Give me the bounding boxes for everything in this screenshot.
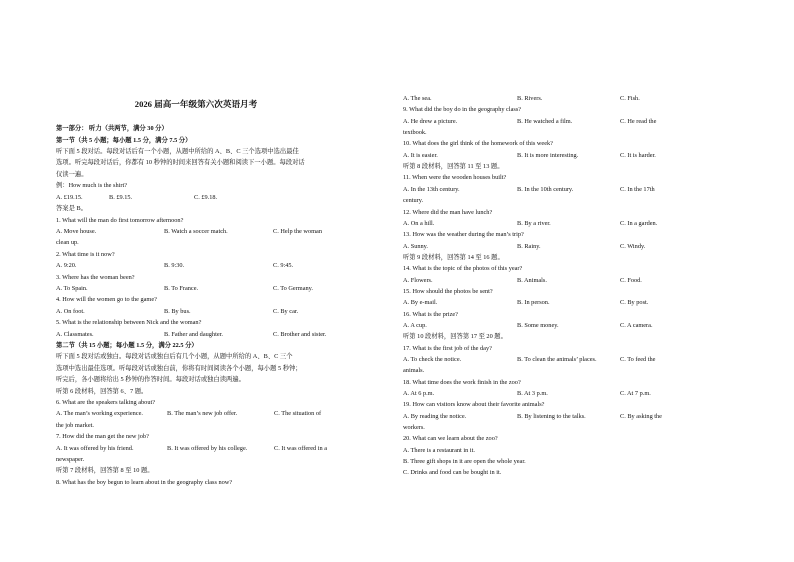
question-17: 17. What is the first job of the day? (403, 345, 492, 352)
option-a: A. £19.15. (56, 194, 83, 201)
option-b: B. Rivers. (517, 95, 543, 102)
question-2: 2. What time is it now? (56, 251, 115, 258)
question-18: 18. What time does the work finish in the zoo? (403, 379, 521, 386)
option-c: C. He read the (620, 118, 657, 125)
option-b: B. By bus. (164, 308, 191, 315)
option-b: B. £9.15. (109, 194, 133, 201)
option-c: C. Food. (620, 277, 642, 284)
option-a: A. To check the notice. (403, 356, 462, 363)
option-a: A. At 6 p.m. (403, 390, 435, 397)
option-b: B. Father and daughter. (164, 331, 223, 338)
option-b: B. In the 10th century. (517, 186, 574, 193)
material-7-heading: 听第 7 段材料，回答第 8 至 10 题。 (56, 467, 154, 474)
option-a: A. By reading the notice. (403, 413, 467, 420)
option-a: A. It was offered by his friend. (56, 445, 134, 452)
option-c: C. £9.18. (194, 194, 218, 201)
option-b: B. By listening to the talks. (517, 413, 586, 420)
option-c: C. A camera. (620, 322, 653, 329)
option-b: B. Animals. (517, 277, 547, 284)
question-9-continuation: textbook. (403, 129, 427, 136)
question-14: 14. What is the topic of the photos of this year? (403, 265, 523, 272)
option-b: B. He watched a film. (517, 118, 573, 125)
question-7: 7. How did the man get the new job? (56, 433, 149, 440)
option-c: C. In the 17th (620, 186, 655, 193)
option-a: A. The man’s working experience. (56, 410, 143, 417)
option-c: C. Help the woman (273, 228, 322, 235)
question-15: 15. How should the photos be sent? (403, 288, 493, 295)
option-b: B. Watch a soccer match. (164, 228, 228, 235)
question-20: 20. What can we learn about the zoo? (403, 435, 498, 442)
material-9-heading: 听第 9 段材料，回答第 14 至 16 题。 (403, 254, 504, 261)
option-a: A. By e-mail. (403, 299, 438, 306)
option-c: C. At 7 p.m. (620, 390, 651, 397)
option-a: A. To Spain. (56, 285, 88, 292)
option-c: C. By post. (620, 299, 649, 306)
question-1: 1. What will the man do first tomorrow afternoon? (56, 217, 184, 224)
option-a: A. On foot. (56, 308, 85, 315)
option-b: B. At 3 p.m. (517, 390, 548, 397)
option-a: A. Classmates. (56, 331, 94, 338)
question-13: 13. How was the weather during the man’s trip? (403, 231, 524, 238)
option-c: C. It was offered in a (274, 445, 328, 452)
example-question: 例：How much is the shirt? (56, 182, 128, 189)
section1-instruction: 仅读一遍。 (56, 171, 88, 178)
section1-instruction: 选项。听完每段对话后，你都有 10 秒钟的时间来回答有关小题和阅读下一小题。每段对话 (56, 159, 305, 166)
material-10-heading: 听第 10 段材料，回答第 17 至 20 题。 (403, 333, 507, 340)
option-a: A. 9:20. (56, 262, 77, 269)
question-11-continuation: century. (403, 197, 424, 204)
option-c: C. Fish. (620, 95, 640, 102)
option-a: A. He drew a picture. (403, 118, 458, 125)
option-a: A. Move house. (56, 228, 97, 235)
question-1-continuation: clean up. (56, 239, 79, 246)
question-7-continuation: newspaper. (56, 456, 85, 463)
option-c: C. By asking the (620, 413, 662, 420)
question-17-continuation: animals. (403, 367, 425, 374)
question-3: 3. Where has the woman been? (56, 274, 135, 281)
option-a: A. In the 13th century. (403, 186, 460, 193)
option-c: C. Brother and sister. (273, 331, 327, 338)
option-a: A. Sunny. (403, 243, 428, 250)
question-19-continuation: workers. (403, 424, 425, 431)
option-b: B. To clean the animals’ places. (517, 356, 597, 363)
option-c: C. To Germany. (273, 285, 313, 292)
question-9: 9. What did the boy do in the geography class? (403, 106, 522, 113)
option-c: C. Windy. (620, 243, 646, 250)
section2-instruction: 选项中选出最佳选项。听每段对话或独白前，你将有时间阅读各个小题，每小题 5 秒钟； (56, 365, 302, 372)
option-b: B. It is more interesting. (517, 152, 579, 159)
question-12: 12. Where did the man have lunch? (403, 209, 493, 216)
question-4: 4. How will the women go to the game? (56, 296, 157, 303)
question-10: 10. What does the girl think of the homework of this week? (403, 140, 553, 147)
question-20-option-a: A. There is a restaurant in it. (403, 447, 475, 454)
option-b: B. The man’s new job offer. (167, 410, 238, 417)
section2-instruction: 听完后，各小题将给出 5 秒钟的作答时间。每段对话或独白读两遍。 (56, 376, 245, 383)
option-a: A. On a hill. (403, 220, 435, 227)
part1-heading: 第一部分： 听力（共两节，满分 30 分） (56, 125, 168, 132)
material-6-heading: 听第 6 段材料，回答第 6、7 题。 (56, 388, 148, 395)
exam-title: 2026 届高一年级第六次英语月考 (134, 99, 258, 109)
question-11: 11. When were the wooden houses built? (403, 174, 507, 181)
option-b: B. By a river. (517, 220, 551, 227)
section2-instruction: 听下面 5 段对话或独白。每段对话或独白后有几个小题，从题中所给的 A、B、C 三个 (56, 353, 293, 360)
option-b: B. It was offered by his college. (167, 445, 248, 452)
option-b: B. In person. (517, 299, 550, 306)
option-c: C. 9:45. (273, 262, 294, 269)
option-b: B. To France. (164, 285, 199, 292)
example-answer: 答案是 B。 (56, 205, 87, 212)
question-19: 19. How can visitors know about their favorite animals? (403, 401, 545, 408)
option-c: C. The situation of (274, 410, 322, 417)
option-a: A. Flowers. (403, 277, 433, 284)
option-a: A. It is easier. (403, 152, 438, 159)
option-c: C. To feed the (620, 356, 656, 363)
section1-heading: 第一节（共 5 小题；每小题 1.5 分，满分 7.5 分） (56, 137, 192, 144)
question-8: 8. What has the boy begun to learn about in the geography class now? (56, 479, 233, 486)
option-b: B. Rainy. (517, 243, 541, 250)
question-6-continuation: the job market. (56, 422, 94, 429)
option-c: C. It is harder. (620, 152, 656, 159)
question-6: 6. What are the speakers talking about? (56, 399, 156, 406)
section1-instruction: 听下面 5 段对话。每段对话后有一个小题，从题中所给的 A、B、C 三个选项中选出最佳 (56, 148, 299, 155)
question-20-option-b: B. Three gift shops in it are open the whole year. (403, 458, 526, 465)
question-20-option-c: C. Drinks and food can be bought in it. (403, 469, 502, 476)
option-c: C. In a garden. (620, 220, 658, 227)
section2-heading: 第二节（共 15 小题；每小题 1.5 分，满分 22.5 分） (56, 342, 198, 349)
option-b: B. Some money. (517, 322, 559, 329)
material-8-heading: 听第 8 段材料，回答第 11 至 13 题。 (403, 163, 504, 170)
question-5: 5. What is the relationship between Nick and the woman? (56, 319, 202, 326)
option-a: A. The sea. (403, 95, 432, 102)
question-16: 16. What is the prize? (403, 311, 458, 318)
option-b: B. 9:30. (164, 262, 185, 269)
option-c: C. By car. (273, 308, 299, 315)
option-a: A. A cup. (403, 322, 427, 329)
